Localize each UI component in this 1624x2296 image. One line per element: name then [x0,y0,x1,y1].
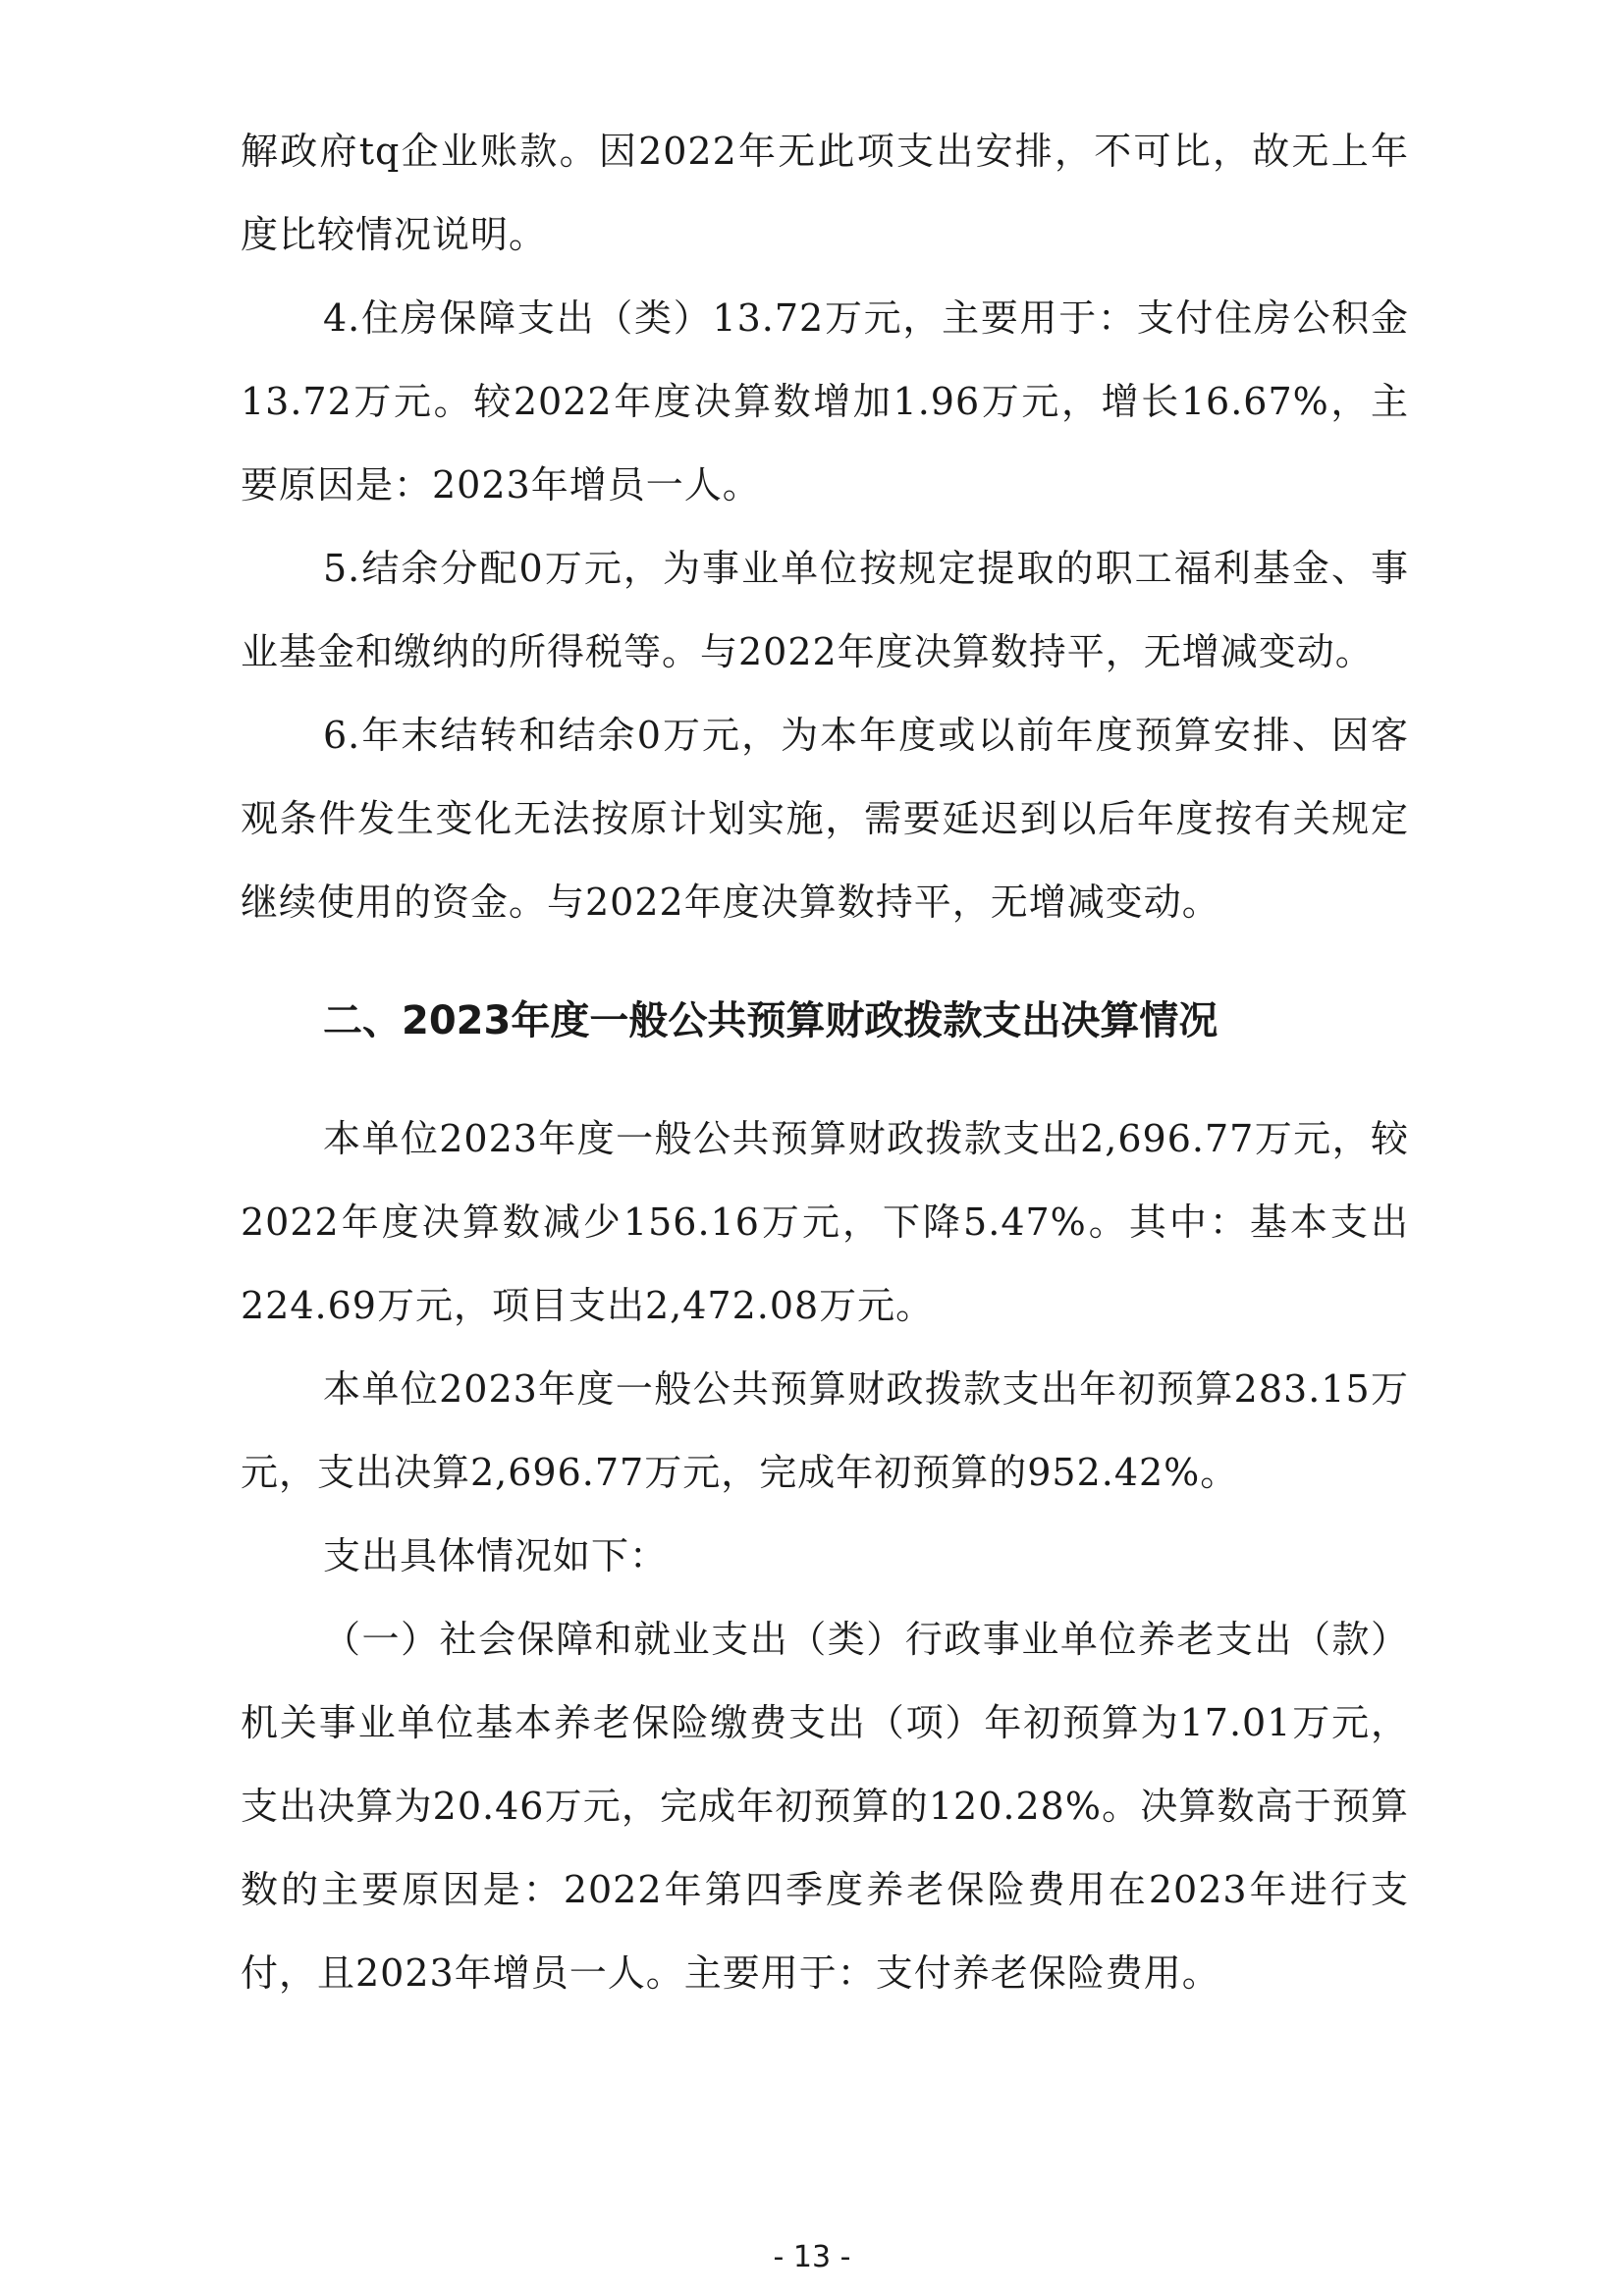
section-heading: 二、2023年度一般公共预算财政拨款支出决算情况 [323,998,1218,1043]
paragraph-total-expenditure: 本单位2023年度一般公共预算财政拨款支出2,696.77万元，较2022年度决算数减少156.16万元，下降5.47%。其中：基本支出224.69万元，项目支出2,472.08万元。 [241,1117,1409,1327]
paragraph-year-end-balance: 6.年末结转和结余0万元，为本年度或以前年度预算安排、因客观条件发生变化无法按原计划实施，需要延迟到以后年度按有关规定继续使用的资金。与2022年度决算数持平，无增减变动。 [241,714,1409,924]
page-number: - 13 - [773,2240,851,2274]
paragraph-details-intro: 支出具体情况如下： [323,1534,669,1577]
paragraph-surplus-distribution: 5.结余分配0万元，为事业单位按规定提取的职工福利基金、事业基金和缴纳的所得税等。与2022年度决算数持平，无增减变动。 [241,547,1409,673]
paragraph-budget-completion: 本单位2023年度一般公共预算财政拨款支出年初预算283.15万元，支出决算2,696.77万元，完成年初预算的952.42%。 [241,1367,1409,1494]
paragraph-continuation: 解政府tq企业账款。因2022年无此项支出安排，不可比，故无上年度比较情况说明。 [241,130,1409,256]
document-body [241,110,1409,2015]
paragraph-housing-expenditure: 4.住房保障支出（类）13.72万元，主要用于：支付住房公积金13.72万元。较2022年度决算数增加1.96万元，增长16.67%，主要原因是：2023年增员一人。 [241,296,1409,507]
paragraph-social-security: （一）社会保障和就业支出（类）行政事业单位养老支出（款）机关事业单位基本养老保险缴费支出（项）年初预算为17.01万元，支出决算为20.46万元，完成年初预算的120.28%。决算数高于预算数的主要原因是：2022年第四季度养老保险费用在2023年进行支付，且2023年增员一人。主要用于：支付养老保险费用。 [241,1618,1409,1995]
